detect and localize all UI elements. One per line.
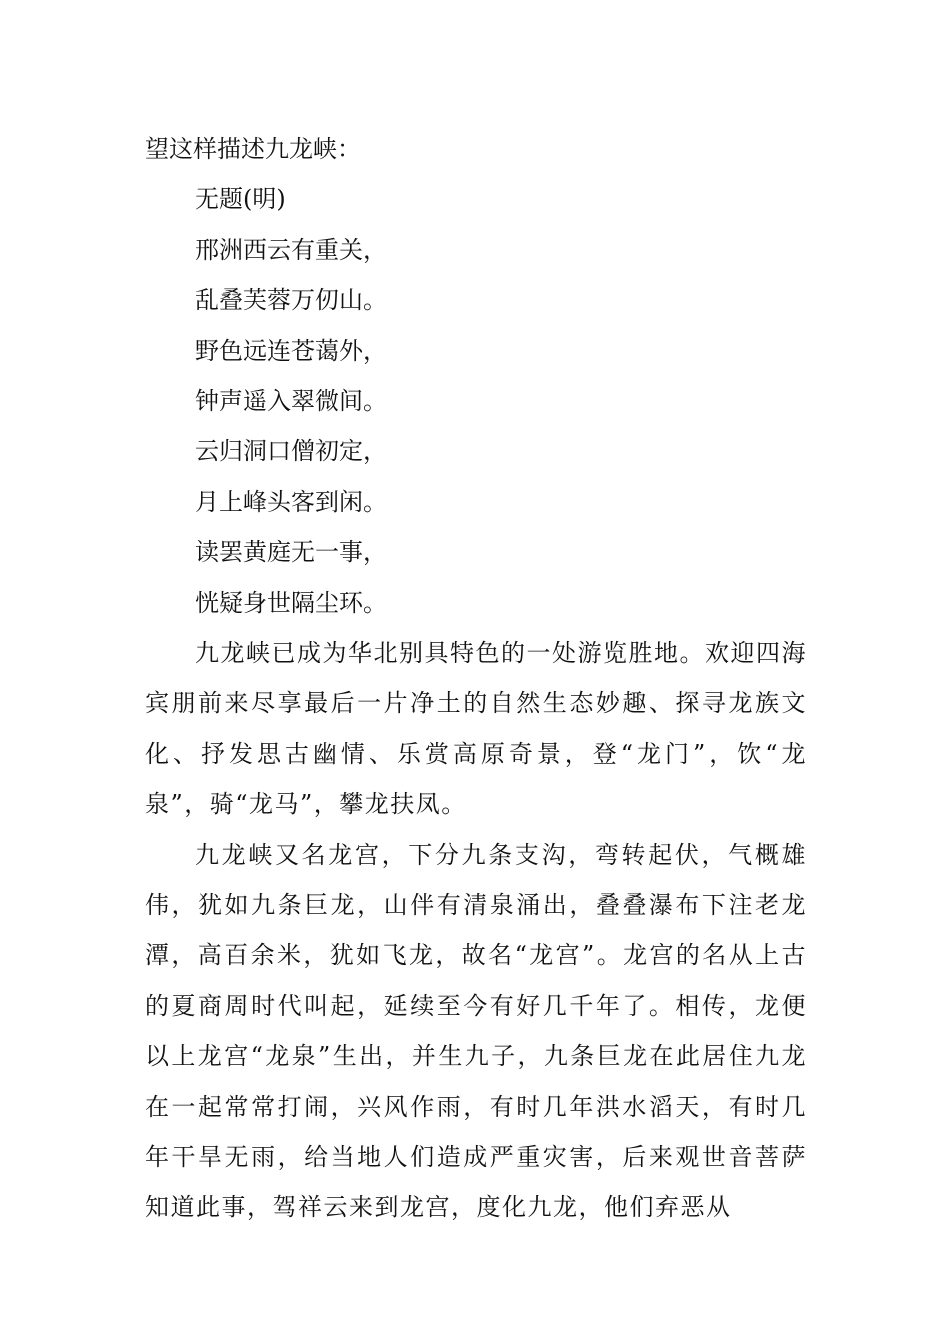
poem-line: 恍疑身世隔尘环。 bbox=[195, 588, 387, 617]
document-body bbox=[145, 124, 807, 1233]
poem-line: 读罢黄庭无一事， bbox=[195, 538, 387, 567]
poem bbox=[145, 174, 807, 628]
poem-line: 月上峰头客到闲。 bbox=[195, 487, 387, 516]
poem-line: 邢洲西云有重关， bbox=[195, 235, 387, 264]
poem-title: 无题(明) bbox=[195, 185, 286, 214]
poem-line: 云归洞口僧初定， bbox=[195, 437, 387, 466]
poem-line: 乱叠芙蓉万仞山。 bbox=[195, 286, 387, 315]
intro-line: 望这样描述九龙峡： bbox=[145, 135, 361, 163]
poem-line: 野色远连苍蔼外， bbox=[195, 336, 387, 365]
body-paragraph: 九龙峡又名龙宫，下分九条支沟，弯转起伏，气概雄伟，犹如九条巨龙，山伴有清泉涌出，叠叠瀑布下注老龙潭，高百余米，犹如飞龙，故名“龙宫”。龙宫的名从上古的夏商周时代叫起，延续至今有好几千年了。相传，龙便以上龙宫“龙泉”生出，并生九子，九条巨龙在此居住九龙在一起常常打闹，兴风作雨，有时几年洪水滔天，有时几年干旱无雨，给当地人们造成严重灾害，后来观世音菩萨知道此事，驾祥云来到龙宫，度化九龙，他们弃恶从 bbox=[145, 840, 807, 1222]
body-paragraph: 九龙峡已成为华北别具特色的一处游览胜地。欢迎四海宾朋前来尽享最后一片净土的自然生态妙趣、探寻龙族文化、抒发思古幽情、乐赏高原奇景，登“龙门”，饮“龙泉”，骑“龙马”，攀龙扶凤。 bbox=[145, 638, 807, 819]
poem-line: 钟声遥入翠微间。 bbox=[195, 386, 387, 415]
